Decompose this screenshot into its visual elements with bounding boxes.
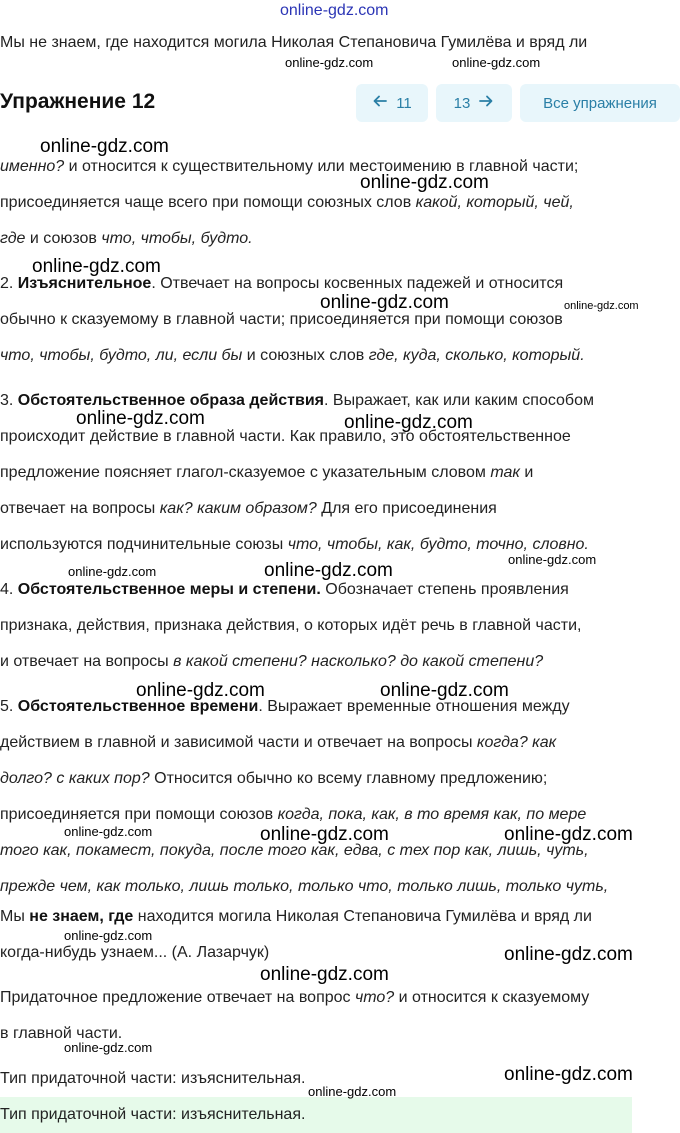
- prev-exercise-label: 11: [396, 94, 412, 112]
- watermark: online-gdz.com: [68, 564, 157, 579]
- theory-item-3: 3. Обстоятельственное образа действия. Выражает, как или каким способом: [0, 392, 594, 409]
- theory-item-2: 2. Изъяснительное. Отвечает на вопросы косвенных падежей и относится: [0, 275, 564, 292]
- top-sentence: Мы не знаем, где находится могила Николая Степановича Гумилёва и вряд ли: [0, 34, 588, 51]
- theory-line: предложение поясняет глагол-сказуемое с указательным словом так и: [0, 464, 534, 481]
- watermark: online-gdz.com: [64, 1040, 153, 1055]
- solution-explanation: Придаточное предложение отвечает на вопрос что? и относится к сказуемому: [0, 989, 590, 1006]
- theory-line: что, чтобы, будто, ли, если бы и союзных слов где, куда, сколько, который.: [0, 347, 585, 364]
- exercise-title: Упражнение 12: [0, 90, 156, 113]
- answer-box: [0, 1097, 632, 1133]
- theory-line: и отвечает на вопросы в какой степени? насколько? до какой степени?: [0, 653, 544, 670]
- theory-line: присоединяется чаще всего при помощи союзных слов какой, который, чей,: [0, 194, 574, 211]
- watermark: online-gdz.com: [260, 964, 389, 985]
- watermark: online-gdz.com: [64, 928, 153, 943]
- solution-sentence: Мы не знаем, где находится могила Николая Степановича Гумилёва и вряд ли: [0, 908, 592, 925]
- theory-item-5: 5. Обстоятельственное времени. Выражает временные отношения между: [0, 698, 570, 715]
- next-exercise-button[interactable]: [436, 84, 512, 122]
- watermark: online-gdz.com: [308, 1084, 397, 1099]
- watermark: online-gdz.com: [64, 824, 153, 839]
- watermark: online-gdz.com: [32, 256, 161, 277]
- theory-line: прежде чем, как только, лишь только, только что, только лишь, только чуть,: [0, 878, 609, 895]
- watermark: online-gdz.com: [260, 824, 389, 845]
- sticky-header: [0, 0, 680, 140]
- watermark: online-gdz.com: [280, 2, 389, 19]
- all-exercises-label: Все упражнения: [543, 94, 657, 112]
- theory-line: того как, покамест, покуда, после того как, едва, с тех пор как, лишь, чуть,: [0, 842, 589, 859]
- theory-line: именно? и относится к существительному или местоимению в главной части;: [0, 158, 579, 175]
- watermark: online-gdz.com: [380, 680, 509, 701]
- watermark: online-gdz.com: [452, 55, 541, 70]
- theory-line: действием в главной и зависимой части и отвечает на вопросы когда? как: [0, 734, 557, 751]
- theory-line: где и союзов что, чтобы, будто.: [0, 230, 253, 247]
- watermark: online-gdz.com: [76, 408, 205, 429]
- watermark: online-gdz.com: [344, 412, 473, 433]
- next-exercise-label: 13: [453, 94, 471, 112]
- watermark: online-gdz.com: [360, 172, 489, 193]
- theory-line: используются подчинительные союзы что, чтобы, как, будто, точно, словно.: [0, 536, 589, 553]
- theory-line: присоединяется при помощи союзов когда, пока, как, в то время как, по мере: [0, 806, 587, 823]
- theory-line: долго? с каких пор? Относится обычно ко всему главному предложению;: [0, 770, 548, 787]
- watermark: online-gdz.com: [504, 1064, 633, 1085]
- prev-exercise-button[interactable]: [356, 84, 428, 122]
- theory-line: отвечает на вопросы как? каким образом? Для его присоединения: [0, 500, 497, 517]
- watermark: online-gdz.com: [40, 136, 169, 157]
- arrow-right-icon: [478, 93, 494, 113]
- watermark: online-gdz.com: [564, 300, 639, 312]
- answer-text: Тип придаточной части: изъяснительная.: [0, 1106, 306, 1123]
- watermark: online-gdz.com: [320, 292, 449, 313]
- watermark: online-gdz.com: [264, 560, 393, 581]
- watermark: online-gdz.com: [285, 55, 374, 70]
- solution-sentence: когда-нибудь узнаем... (А. Лазарчук): [0, 944, 270, 961]
- watermark: online-gdz.com: [504, 824, 633, 845]
- all-exercises-button[interactable]: [520, 84, 680, 122]
- theory-line: происходит действие в главной части. Как правило, это обстоятельственное: [0, 428, 571, 445]
- theory-line: обычно к сказуемому в главной части; присоединяется при помощи союзов: [0, 311, 563, 328]
- watermark: online-gdz.com: [508, 552, 597, 567]
- solution-type: Тип придаточной части: изъяснительная.: [0, 1070, 306, 1087]
- arrow-left-icon: [372, 93, 388, 113]
- theory-line: признака, действия, признака действия, о которых идёт речь в главной части,: [0, 617, 582, 634]
- watermark: online-gdz.com: [504, 944, 633, 965]
- solution-explanation: в главной части.: [0, 1025, 123, 1042]
- theory-item-4: 4. Обстоятельственное меры и степени. Обозначает степень проявления: [0, 581, 569, 598]
- watermark: online-gdz.com: [136, 680, 265, 701]
